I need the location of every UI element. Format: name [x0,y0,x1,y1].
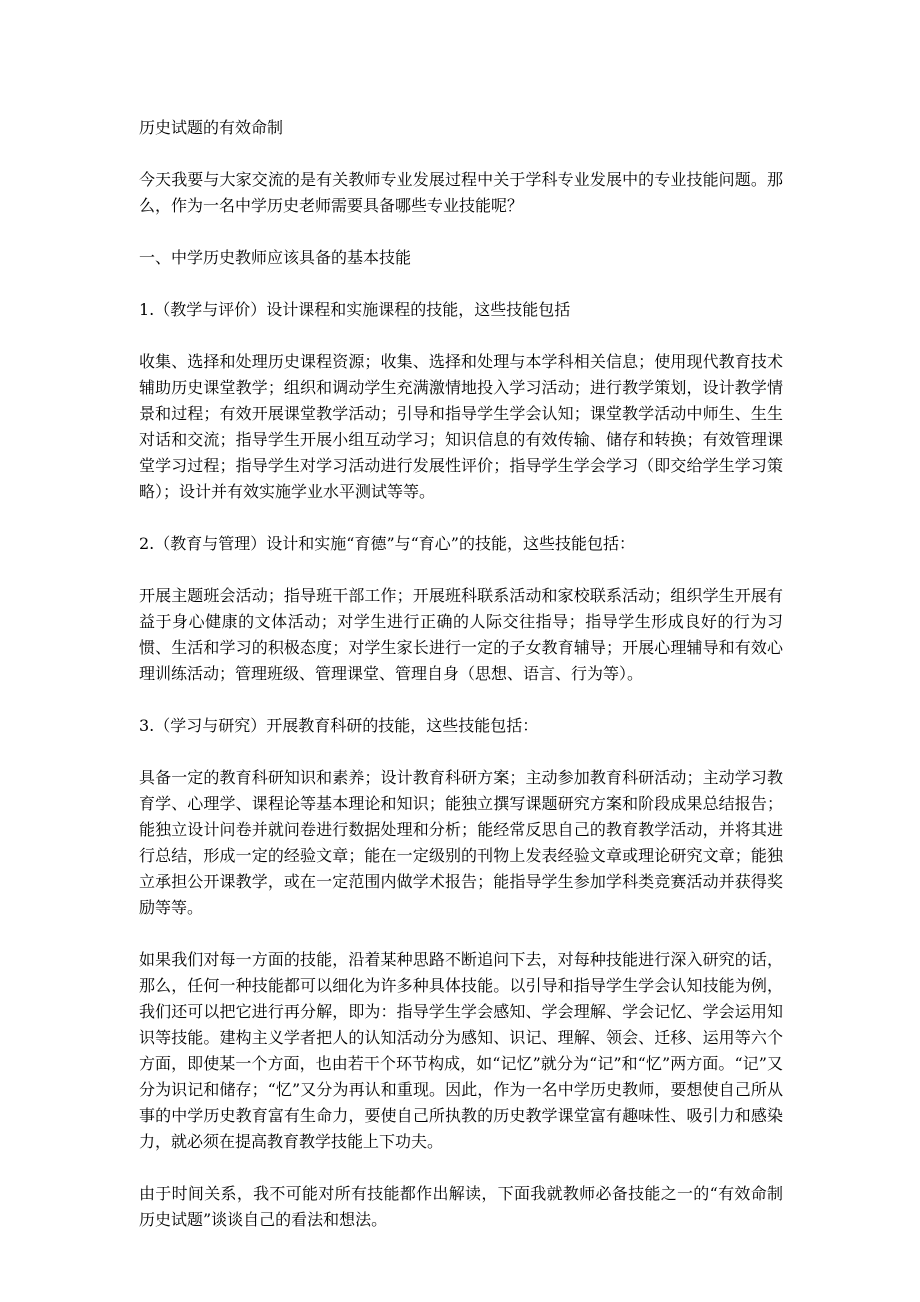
closing-paragraph: 由于时间关系，我不可能对所有技能都作出解读，下面我就教师必备技能之一的“有效命制历史试题”谈谈自己的看法和想法。 [139,1184,783,1229]
analysis-paragraph: 如果我们对每一方面的技能，沿着某种思路不断追问下去，对每种技能进行深入研究的话，那么，任何一种技能都可以细化为许多种具体技能。以引导和指导学生学会认知技能为例，我们还可以把它进行再分解，即为：指导学生学会感知、学会理解、学会记忆、学会运用知识等技能。建构主义学者把人的认知活动分为感知、识记、理解、领会、迁移、运用等六个方面，即使某一个方面，也由若干个环节构成，如“记忆”就分为“记”和“忆”两方面。“记”又分为识记和储存；“忆”又分为再认和重现。因此，作为一名中学历史教师，要想使自己所从事的中学历史教育富有生命力，要使自己所执教的历史教学课堂富有趣味性、吸引力和感染力，就必须在提高教育教学技能上下功夫。 [139,950,783,1151]
section-heading: 一、中学历史教师应该具备的基本技能 [139,248,412,267]
document-body [139,115,783,1259]
skill-heading-teaching: 1.（教学与评价）设计课程和实施课程的技能，这些技能包括 [139,300,571,319]
skill-body-research: 具备一定的教育科研知识和素养；设计教育科研方案；主动参加教育科研活动；主动学习教育学、心理学、课程论等基本理论和知识；能独立撰写课题研究方案和阶段成果总结报告；能独立设计问卷并就问卷进行数据处理和分析；能经常反思自己的教育教学活动，并将其进行总结，形成一定的经验文章；能在一定级别的刊物上发表经验文章或理论研究文章；能独立承担公开课教学，或在一定范围内做学术报告；能指导学生参加学科类竞赛活动并获得奖励等等。 [139,768,783,917]
skill-body-teaching: 收集、选择和处理历史课程资源；收集、选择和处理与本学科相关信息；使用现代教育技术辅助历史课堂教学；组织和调动学生充满激情地投入学习活动；进行教学策划，设计教学情景和过程；有效开展课堂教学活动；引导和指导学生学会认知；课堂教学活动中师生、生生对话和交流；指导学生开展小组互动学习；知识信息的有效传输、储存和转换；有效管理课堂学习过程；指导学生对学习活动进行发展性评价；指导学生学会学习（即交给学生学习策略）；设计并有效实施学业水平测试等等。 [139,352,783,501]
skill-heading-research: 3.（学习与研究）开展教育科研的技能，这些技能包括： [139,716,539,735]
document-title: 历史试题的有效命制 [139,118,284,137]
skill-body-education: 开展主题班会活动；指导班干部工作；开展班科联系活动和家校联系活动；组织学生开展有益于身心健康的文体活动；对学生进行正确的人际交往指导；指导学生形成良好的行为习惯、生活和学习的积极态度；对学生家长进行一定的子女教育辅导；开展心理辅导和有效心理训练活动；管理班级、管理课堂、管理自身（思想、语言、行为等）。 [139,586,783,683]
skill-heading-education: 2.（教育与管理）设计和实施“育德”与“育心”的技能，这些技能包括： [139,534,635,553]
intro-paragraph: 今天我要与大家交流的是有关教师专业发展过程中关于学科专业发展中的专业技能问题。那么，作为一名中学历史老师需要具备哪些专业技能呢？ [139,170,783,215]
